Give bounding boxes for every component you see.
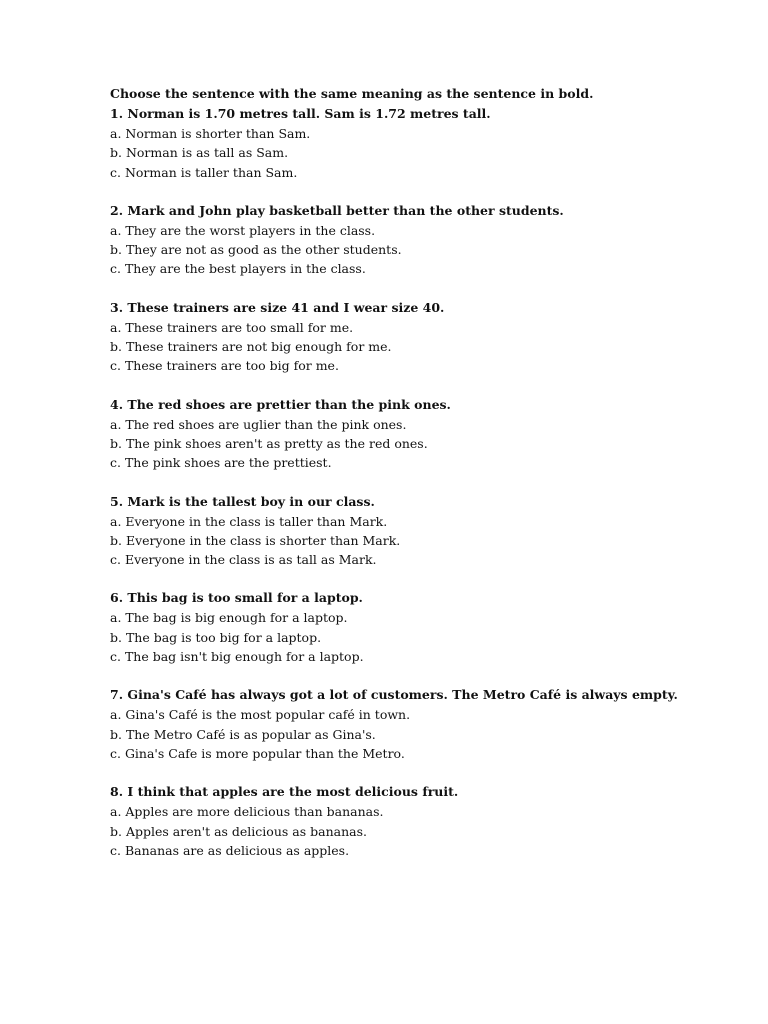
question-7-option-a: a. Gina's Café is the most popular café in town. <box>110 707 411 723</box>
question-3-option-c: c. These trainers are too big for me. <box>110 358 339 374</box>
question-1 <box>110 104 730 182</box>
question-2-option-a: a. They are the worst players in the class. <box>110 222 376 238</box>
question-8-option-c: c. Bananas are as delicious as apples. <box>110 842 350 858</box>
instruction-text: Choose the sentence with the same meaning as the sentence in bold. <box>110 86 594 101</box>
question-6-option-c: c. The bag isn't big enough for a laptop. <box>110 649 364 665</box>
question-5-option-b: b. Everyone in the class is shorter than Mark. <box>110 532 401 548</box>
question-2-sentence: 2. Mark and John play basketball better than the other students. <box>110 202 564 218</box>
question-5-option-c: c. Everyone in the class is as tall as Mark. <box>110 552 377 568</box>
question-8-option-b: b. Apples aren't as delicious as bananas. <box>110 823 367 839</box>
question-1-option-c: c. Norman is taller than Sam. <box>110 164 298 180</box>
question-6-option-b: b. The bag is too big for a laptop. <box>110 629 322 645</box>
question-4-option-a: a. The red shoes are uglier than the pink ones. <box>110 416 407 432</box>
question-1-sentence: 1. Norman is 1.70 metres tall. Sam is 1.72 metres tall. <box>110 106 491 121</box>
question-1-option-b: b. Norman is as tall as Sam. <box>110 145 289 161</box>
question-8-sentence: 8. I think that apples are the most delicious fruit. <box>110 784 459 800</box>
question-8 <box>110 782 730 860</box>
question-3-sentence: 3. These trainers are size 41 and I wear size 40. <box>110 299 445 315</box>
question-6-option-a: a. The bag is big enough for a laptop. <box>110 610 348 626</box>
question-8-option-a: a. Apples are more delicious than bananas. <box>110 804 384 820</box>
question-3-option-a: a. These trainers are too small for me. <box>110 319 354 335</box>
question-2 <box>110 201 730 279</box>
question-3-option-b: b. These trainers are not big enough for me. <box>110 339 392 355</box>
question-1-option-a: a. Norman is shorter than Sam. <box>110 126 311 141</box>
question-2-option-c: c. They are the best players in the class. <box>110 261 366 277</box>
question-3 <box>110 298 730 376</box>
question-4-option-b: b. The pink shoes aren't as pretty as the red ones. <box>110 435 428 451</box>
question-4 <box>110 395 730 473</box>
question-2-option-b: b. They are not as good as the other students. <box>110 242 402 258</box>
question-7 <box>110 685 730 763</box>
question-7-option-c: c. Gina's Cafe is more popular than the Metro. <box>110 745 405 761</box>
question-7-sentence: 7. Gina's Café has always got a lot of customers. The Metro Café is always empty. <box>110 687 678 703</box>
question-6-sentence: 6. This bag is too small for a laptop. <box>110 590 363 606</box>
question-7-option-b: b. The Metro Café is as popular as Gina's. <box>110 726 376 742</box>
question-5-sentence: 5. Mark is the tallest boy in our class. <box>110 493 375 509</box>
question-6 <box>110 588 730 666</box>
question-4-option-c: c. The pink shoes are the prettiest. <box>110 455 332 471</box>
question-5 <box>110 492 730 570</box>
question-4-sentence: 4. The red shoes are prettier than the pink ones. <box>110 396 451 412</box>
question-5-option-a: a. Everyone in the class is taller than Mark. <box>110 513 388 529</box>
worksheet <box>110 84 730 860</box>
